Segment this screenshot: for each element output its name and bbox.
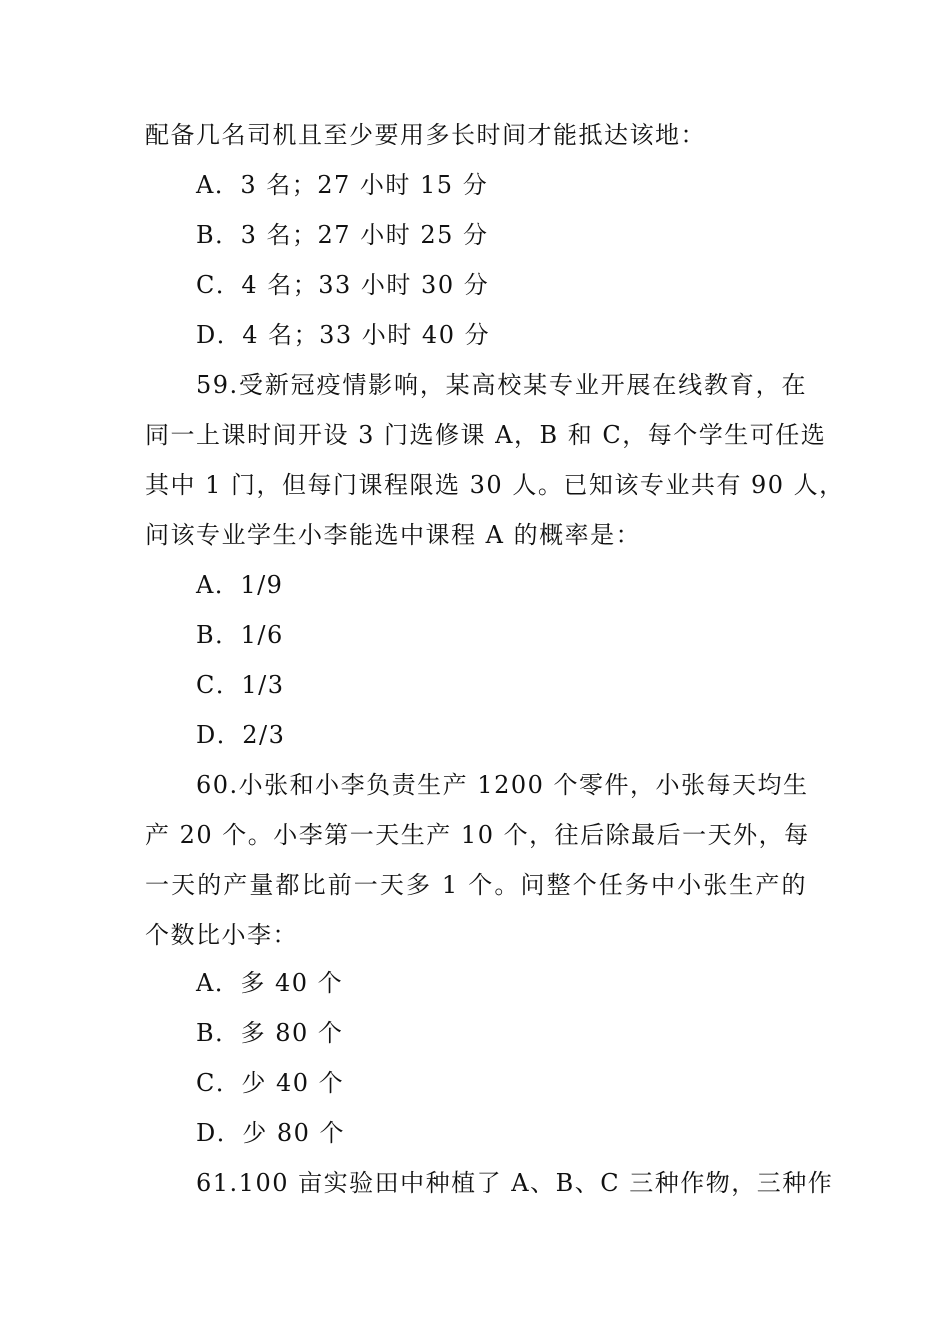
q60-option-d: D．少 80 个 [196, 1119, 346, 1147]
q58-option-c: C．4 名；33 小时 30 分 [196, 271, 490, 299]
q60-option-b: B．多 80 个 [196, 1019, 344, 1047]
q60-option-a: A．多 40 个 [196, 969, 344, 997]
q60-option-c: C．少 40 个 [196, 1069, 345, 1097]
q59-option-b: B．1/6 [196, 621, 284, 649]
q59-option-a: A．1/9 [196, 571, 284, 599]
q59-stem-line-2: 同一上课时间开设 3 门选修课 A，B 和 C，每个学生可任选 [145, 421, 827, 449]
q59-option-d: D．2/3 [196, 721, 286, 749]
q59-stem-line-1: 59.受新冠疫情影响，某高校某专业开展在线教育，在 [196, 371, 807, 399]
q59-stem-line-3: 其中 1 门，但每门课程限选 30 人。已知该专业共有 90 人， [145, 471, 845, 499]
q59-stem-line-4: 问该专业学生小李能选中课程 A 的概率是： [145, 521, 642, 549]
q60-stem-line-3: 一天的产量都比前一天多 1 个。问整个任务中小张生产的 [145, 871, 807, 899]
q61-stem-line-1: 61.100 亩实验田中种植了 A、B、C 三种作物，三种作 [196, 1169, 834, 1197]
q58-option-b: B．3 名；27 小时 25 分 [196, 221, 489, 249]
q58-option-d: D．4 名；33 小时 40 分 [196, 321, 491, 349]
q59-option-c: C．1/3 [196, 671, 285, 699]
q60-stem-line-1: 60.小张和小李负责生产 1200 个零件，小张每天均生 [196, 771, 809, 799]
q58-option-a: A．3 名；27 小时 15 分 [196, 171, 489, 199]
q60-stem-line-2: 产 20 个。小李第一天生产 10 个，往后除最后一天外，每 [145, 821, 810, 849]
q60-stem-line-4: 个数比小李： [145, 921, 298, 949]
q58-stem-line: 配备几名司机且至少要用多长时间才能抵达该地： [145, 121, 706, 149]
